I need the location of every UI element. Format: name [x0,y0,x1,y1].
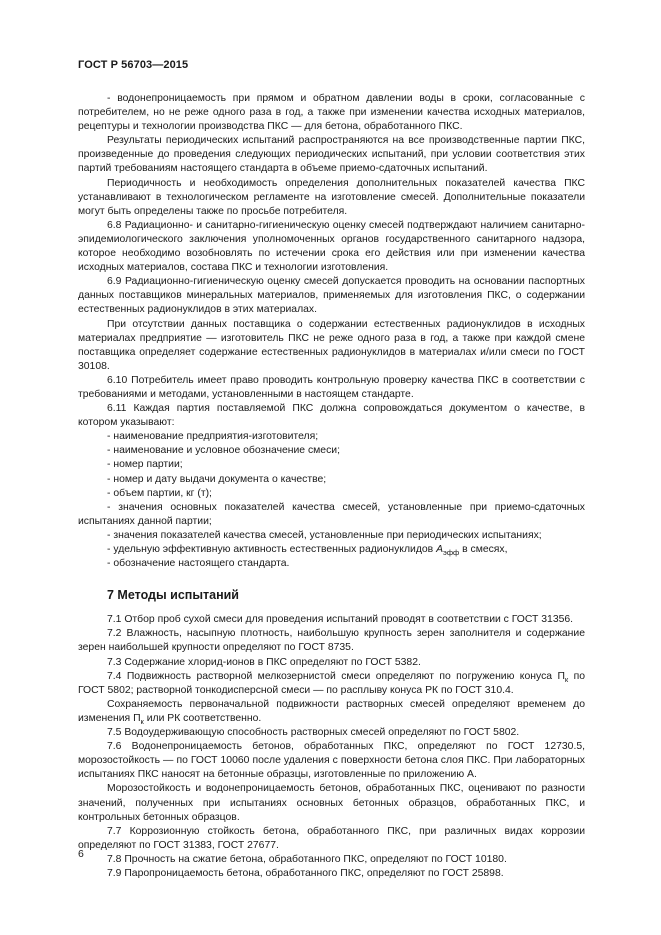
activity-symbol: A [436,544,444,555]
paragraph-7-3: 7.3 Содержание хлорид-ионов в ПКС определяют по ГОСТ 5382. [107,656,421,668]
list-item-text: - удельную эффективную активность естественных радионуклидов [107,544,437,555]
paragraph-6-8: 6.8 Радиационно- и санитарно-гигиеническую оценку смесей подтверждают наличием санитарно-эпидемиологического заключения уполномоченных органов государственного санитарного надзора, которое необходимо возобновлять по истечении срока его действия или при изменении качества исходных материалов, состава ПКС и технологии изготовления. [78,219,585,274]
list-item: - наименование и условное обозначение смеси; [107,445,340,457]
paragraph-7-4 [78,670,585,698]
paragraph-7-8: 7.8 Прочность на сжатие бетона, обработанного ПКС, определяют по ГОСТ 10180. [107,853,507,865]
list-item: - значения основных показателей качества смесей, установленные при приемо-сдаточных испытаниях данной партии; [78,501,585,527]
paragraph: Периодичность и необходимость определения дополнительных показателей качества ПКС устанавливают в технологическом регламенте на изготовление смесей. Дополнительные показатели могут быть определены также по просьбе потребителя. [78,177,585,217]
cone-subscript: к [564,674,569,684]
paragraph-7-6: 7.6 Водонепроницаемость бетонов, обработанных ПКС, определяют по ГОСТ 12730.5, морозостойкость — по ГОСТ 10060 после удаления с поверхности бетона слоя ПКС. При лабораторных испытаниях ПКС наносят на бетонные образцы, изготовленные по приложению А. [78,741,585,781]
list-item [78,543,585,557]
list-item: - номер партии; [107,459,183,471]
paragraph: При отсутствии данных поставщика о содержании естественных радионуклидов в исходных материалах предприятие — изготовитель ПКС не реже одного раза в год, а также при каждой смене поставщика определяет содержание естественных радионуклидов в материалах и/или смеси по ГОСТ 30108. [78,318,585,372]
paragraph-7-5: 7.5 Водоудерживающую способность растворных смесей определяют по ГОСТ 5802. [107,727,520,739]
paragraph-7-2: 7.2 Влажность, насыпную плотность, наибольшую крупность зерен заполнителя и содержание зерен наибольшей крупности определяют по ГОСТ 8735. [78,628,585,654]
page-number: 6 [78,848,84,860]
paragraph-7-1: 7.1 Отбор проб сухой смеси для проведения испытаний проводят в соответствии с ГОСТ 31356. [107,614,574,626]
document-header: ГОСТ Р 56703—2015 [78,59,189,71]
list-item: - номер и дату выдачи документа о качестве; [107,473,327,485]
section-heading: 7 Методы испытаний [107,588,239,603]
paragraph-6-10: 6.10 Потребитель имеет право проводить контрольную проверку качества ПКС в соответствии с требованиями и методами, установленными в настоящем стандарте. [78,374,585,400]
paragraph-6-9: 6.9 Радиационно-гигиеническую оценку смесей допускается проводить на основании паспортных данных поставщиков минеральных материалов, применяемых для изготовления ПКС, о содержании естественных радионуклидов в этих материалах. [78,276,585,316]
paragraph-7-9: 7.9 Паропроницаемость бетона, обработанного ПКС, определяют по ГОСТ 25898. [107,867,504,879]
list-item: - объем партии, кг (т); [107,487,212,499]
paragraph: Морозостойкость и водонепроницаемость бетонов, обработанных ПКС, оценивают по разности значений, полученных при испытаниях основных бетонных образцов, обработанных ПКС, и контрольных бетонных образцов. [78,783,585,823]
list-item-text: в смесях, [459,544,508,555]
paragraph-7-7: 7.7 Коррозионную стойкость бетона, обработанного ПКС, при различных видах коррозии определяют по ГОСТ 31383, ГОСТ 27677. [78,825,585,851]
list-item: - обозначение настоящего стандарта. [107,558,290,570]
page-body [78,92,585,881]
list-item: - наименование предприятия-изготовителя; [107,431,319,443]
paragraph: Результаты периодических испытаний распространяются на все производственные партии ПКС, произведенные до проведения следующих периодических испытаний, при условии соответствия этих партий требованиям настоящего стандарта в объеме приемо-сдаточных испытаний. [78,135,585,175]
list-item: - значения показателей качества смесей, установленные при периодических испытаниях; [107,529,542,541]
paragraph-text: Сохраняемость первоначальной подвижности растворных смесей определяют временем до изменения П [78,698,585,724]
paragraph [78,698,585,726]
paragraph-text: 7.4 Подвижность растворной мелкозернистой смеси определяют по погружению конуса П [107,670,565,682]
paragraph-text: по ГОСТ 5802; растворной тонкодисперсной смеси — по расплыву конуса РК по ГОСТ 310.4. [78,670,586,696]
paragraph-text: или РК соответственно. [143,712,262,724]
paragraph-6-11: 6.11 Каждая партия поставляемой ПКС должна сопровождаться документом о качестве, в котором указывают: [78,403,585,429]
cone-subscript: к [140,717,144,727]
activity-subscript: эфф [443,548,460,558]
list-item: - водонепроницаемость при прямом и обратном давлении воды в сроки, согласованные с потребителем, но не реже одного раза в год, а также при изменении качества исходных материалов, рецептуры и технологии производства ПКС — для бетона, обработанного ПКС. [78,93,585,133]
